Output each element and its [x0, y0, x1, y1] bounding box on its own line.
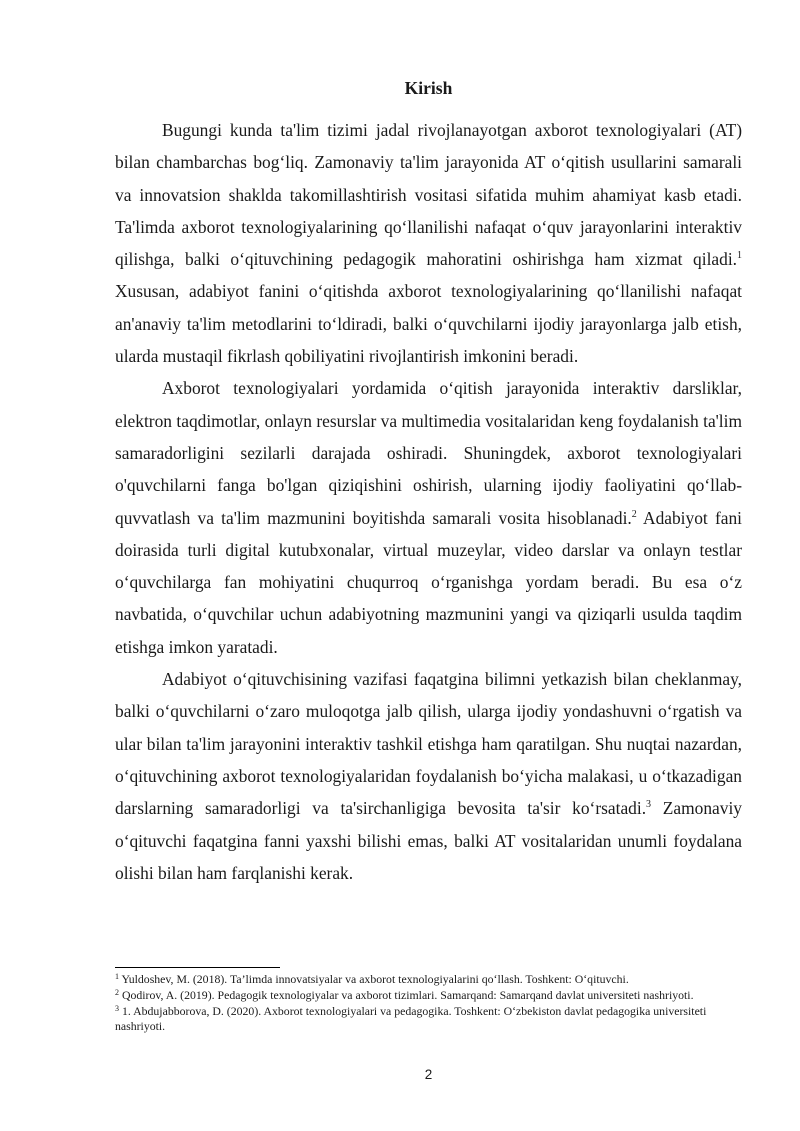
paragraph-text: Xususan, adabiyot fanini o‘qitishda axborot texnologiyalarining qo‘llanilishi nafaqat an'anaviy ta'lim metodlarini to‘ldiradi, balki o‘quvchilarni ijodiy jarayonlarga jalb etish, ularda mustaqil fikrlash qobiliyatini rivojlantirish imkonini beradi.: [115, 281, 742, 367]
document-page: [115, 0, 742, 1131]
paragraph: [115, 114, 742, 372]
footnote-number: 2: [115, 988, 119, 997]
footnote: [115, 1004, 742, 1034]
footnote-reference: 3: [646, 799, 652, 811]
paragraph-text: Adabiyot o‘qituvchisining vazifasi faqatgina bilimni yetkazish bilan cheklanmay, balki o‘quvchilarni o‘zaro muloqotga jalb qilish, ularga ijodiy yondashuvni o‘rgatish va ular bilan ta'lim jarayonini interaktiv tashkil etishga ham qaratilgan. Shu nuqtai nazardan, o‘qituvchining axborot texnologiyalaridan foydalanish bo‘yicha malakasi, u o‘tkazadigan darslarning samaradorligi va ta'sirchanligiga bevosita ta'sir ko‘rsatadi.: [115, 669, 742, 819]
footnote: [115, 972, 742, 987]
footnote-text: Qodirov, A. (2019). Pedagogik texnologiyalar va axborot tizimlari. Samarqand: Samarqand davlat universiteti nashriyoti.: [119, 988, 694, 1002]
footnote-number: 3: [115, 1004, 119, 1013]
footnote-separator: [115, 967, 280, 968]
paragraph: [115, 372, 742, 663]
page-number: 2: [424, 1067, 433, 1082]
footnote-reference: 1: [737, 250, 742, 262]
body-text: [115, 114, 742, 889]
footnote: [115, 988, 742, 1003]
footnote-text: 1. Abdujabborova, D. (2020). Axborot texnologiyalari va pedagogika. Toshkent: O‘zbekiston davlat pedagogika universiteti nashriyoti.: [115, 1004, 707, 1033]
section-title: Kirish: [404, 78, 453, 98]
paragraph: [115, 663, 742, 889]
footnote-text: Yuldoshev, M. (2018). Ta’limda innovatsiyalar va axborot texnologiyalarini qo‘llash. Toshkent: O‘qituvchi.: [119, 972, 629, 986]
paragraph-text: Bugungi kunda ta'lim tizimi jadal rivojlanayotgan axborot texnologiyalari (AT) bilan chambarchas bog‘liq. Zamonaviy ta'lim jarayonida AT o‘qitish usullarini samarali va innovatsion shaklda takomillashtirish vositasi sifatida muhim ahamiyat kasb etadi. Ta'limda axborot texnologiyalarining qo‘llanilishi nafaqat o‘quv jarayonlarini interaktiv qilishga, balki o‘qituvchining pedagogik mahoratini oshirishga ham xizmat qiladi.: [115, 120, 742, 270]
paragraph-text: Adabiyot fani doirasida turli digital kutubxonalar, virtual muzeylar, video darslar va onlayn testlar o‘quvchilarga fan mohiyatini chuqurroq o‘rganishga yordam beradi. Bu esa o‘z navbatida, o‘quvchilar uchun adabiyotning mazmunini yangi va qiziqarli usulda taqdim etishga imkon yaratadi.: [115, 507, 742, 657]
paragraph-text: Zamonaviy o‘qituvchi faqatgina fanni yaxshi bilishi emas, balki AT vositalaridan unumli foydalana olishi bilan ham farqlanishi kerak.: [115, 798, 742, 883]
paragraph-text: Axborot texnologiyalari yordamida o‘qitish jarayonida interaktiv darsliklar, elektron taqdimotlar, onlayn resurslar va multimedia vositalaridan keng foydalanish ta'lim samaradorligini sezilarli darajada oshiradi. Shuningdek, axborot texnologiyalari o'quvchilarni fanga bo'lgan qiziqishini oshirish, ularning ijodiy faoliyatini qo‘llab-quvvatlash va ta'lim mazmunini boyitishda samarali vosita hisoblanadi.: [115, 378, 742, 528]
footnote-number: 1: [115, 972, 119, 981]
footnotes: [115, 972, 742, 1035]
footnote-reference: 2: [631, 508, 637, 520]
